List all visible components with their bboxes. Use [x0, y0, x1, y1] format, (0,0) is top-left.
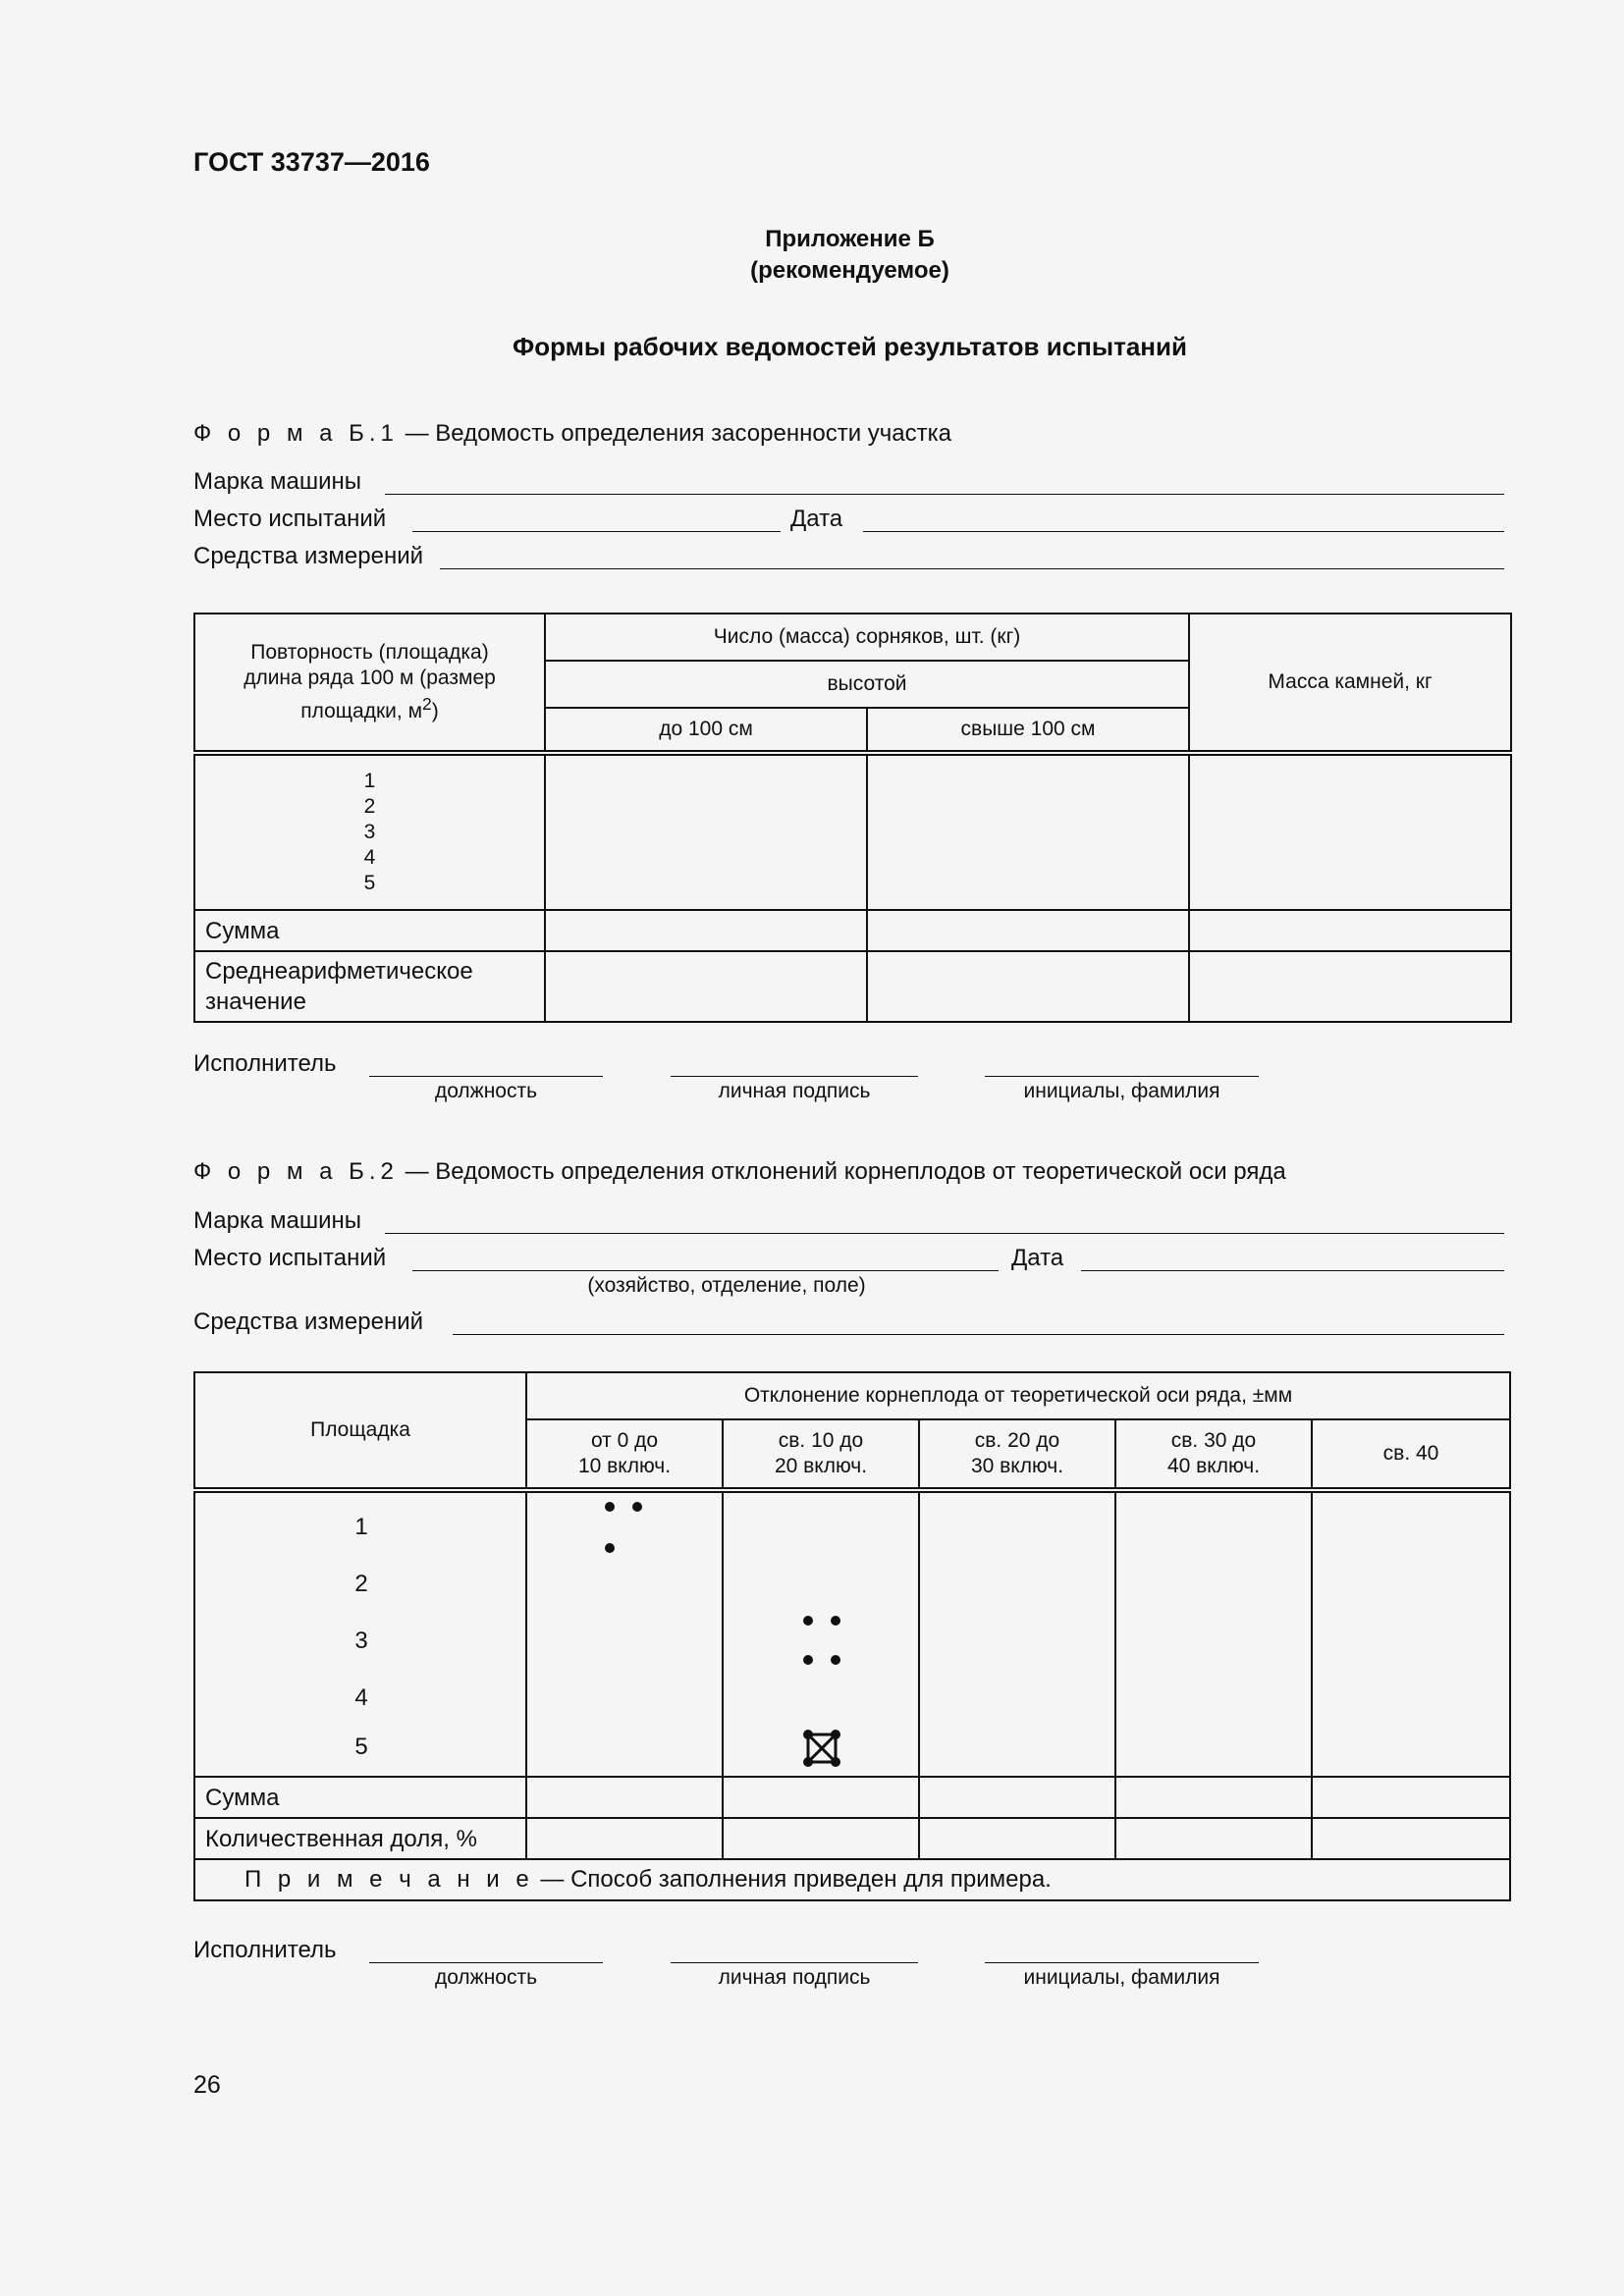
form1-executor-label: Исполнитель [193, 1050, 337, 1077]
form1-height-header: высотой [545, 661, 1189, 708]
form2-table [193, 1371, 1511, 1901]
form2-sum-label: Сумма [194, 1777, 526, 1818]
form2-means-label: Средства измерений [193, 1308, 424, 1335]
form2-position-caption: должность [434, 1966, 538, 1989]
form1-cell[interactable] [867, 753, 1189, 910]
form2-cell[interactable] [526, 1490, 723, 1777]
form2-means-field[interactable] [453, 1334, 1504, 1335]
form1-signature-caption: личная подпись [718, 1080, 871, 1102]
form1-sum-label: Сумма [194, 910, 545, 951]
form1-table [193, 613, 1512, 1023]
form2-signature-field[interactable] [671, 1962, 918, 1963]
form2-cell[interactable] [919, 1777, 1115, 1818]
form1-caption [193, 420, 951, 448]
form1-stones-header: Масса камней, кг [1189, 614, 1511, 753]
form1-name-field[interactable] [985, 1076, 1259, 1077]
form2-cell[interactable] [526, 1777, 723, 1818]
form1-place-label: Место испытаний [193, 506, 387, 532]
form1-date-field[interactable] [863, 531, 1504, 532]
form2-place-label: Место испытаний [193, 1245, 387, 1271]
row-number: 4 [354, 1684, 368, 1711]
form2-cell[interactable] [1312, 1818, 1510, 1859]
form1-under-100-header: до 100 см [545, 708, 867, 753]
form2-place-field[interactable] [412, 1270, 999, 1271]
form1-cell[interactable] [1189, 753, 1511, 910]
form1-position-caption: должность [434, 1080, 538, 1102]
form1-cell[interactable] [1189, 951, 1511, 1022]
form1-caption-text: — Ведомость определения засоренности участка [398, 420, 951, 447]
form1-cell[interactable] [545, 910, 867, 951]
row-number: 3 [354, 1628, 368, 1654]
form1-position-field[interactable] [369, 1076, 603, 1077]
row-number: 5 [354, 1734, 368, 1760]
form2-label: Ф о р м а Б.2 [193, 1158, 399, 1185]
form1-cell[interactable] [545, 753, 867, 910]
form2-note [194, 1859, 1510, 1900]
form2-date-label: Дата [1011, 1245, 1064, 1271]
form2-share-label: Количественная доля, % [194, 1818, 526, 1859]
form1-cell[interactable] [867, 951, 1189, 1022]
form2-cell[interactable] [526, 1818, 723, 1859]
form2-machine-field[interactable] [385, 1233, 1504, 1234]
form2-range-header: св. 40 [1312, 1419, 1510, 1490]
form2-range-header: св. 30 до 40 включ. [1115, 1419, 1312, 1490]
form1-label: Ф о р м а Б.1 [193, 420, 399, 447]
document-code: ГОСТ 33737—2016 [193, 147, 430, 177]
form1-cell[interactable] [545, 951, 867, 1022]
form2-machine-label: Марка машины [193, 1207, 362, 1234]
form1-name-caption: инициалы, фамилия [1023, 1080, 1220, 1102]
tally-marks-icon [527, 1493, 724, 1780]
form2-range-header: св. 20 до 30 включ. [919, 1419, 1115, 1490]
form1-machine-field[interactable] [385, 494, 1504, 495]
appendix-heading [193, 224, 1506, 287]
form2-date-field[interactable] [1081, 1270, 1504, 1271]
note-text: — Способ заполнения приведен для примера. [533, 1866, 1052, 1893]
form2-cell[interactable] [1312, 1777, 1510, 1818]
form1-means-field[interactable] [440, 568, 1504, 569]
form2-site-header: Площадка [194, 1372, 526, 1490]
form2-cell[interactable] [1115, 1490, 1312, 1777]
row-number: 4 [363, 846, 376, 869]
row-number: 1 [354, 1514, 368, 1540]
form1-cell[interactable] [867, 910, 1189, 951]
form2-deviation-header: Отклонение корнеплода от теоретической оси ряда, ±мм [526, 1372, 1510, 1419]
form1-means-label: Средства измерений [193, 543, 424, 569]
form2-range-header: св. 10 до 20 включ. [723, 1419, 919, 1490]
form1-weeds-header: Число (масса) сорняков, шт. (кг) [545, 614, 1189, 661]
form1-place-field[interactable] [412, 531, 781, 532]
row-number: 1 [363, 770, 376, 792]
form2-cell[interactable] [919, 1490, 1115, 1777]
form2-cell[interactable] [723, 1818, 919, 1859]
form2-name-caption: инициалы, фамилия [1023, 1966, 1220, 1989]
page-number: 26 [193, 2071, 221, 2099]
row-number: 2 [354, 1571, 368, 1597]
row-number: 2 [363, 795, 376, 818]
form1-mean-label: Среднеарифметическое значение [194, 951, 545, 1022]
row-number: 5 [363, 872, 376, 894]
form2-cell[interactable] [1115, 1777, 1312, 1818]
appendix-status: (рекомендуемое) [750, 257, 949, 284]
form2-cell[interactable] [1312, 1490, 1510, 1777]
form1-cell[interactable] [1189, 910, 1511, 951]
form2-cell[interactable] [723, 1777, 919, 1818]
form1-repeat-header: Повторность (площадка) длина ряда 100 м (размер площадки, $м^2$) [194, 614, 545, 753]
form2-name-field[interactable] [985, 1962, 1259, 1963]
form1-machine-label: Марка машины [193, 468, 362, 495]
form2-caption [193, 1158, 1286, 1186]
form1-row-numbers [194, 753, 545, 910]
form1-over-100-header: свыше 100 см [867, 708, 1189, 753]
form2-position-field[interactable] [369, 1962, 603, 1963]
appendix-title: Приложение Б [765, 226, 935, 252]
note-label: П р и м е ч а н и е [244, 1866, 534, 1893]
form2-cell[interactable] [1115, 1818, 1312, 1859]
form2-range-header: от 0 до 10 включ. [526, 1419, 723, 1490]
tally-marks-icon [724, 1493, 920, 1780]
form1-signature-field[interactable] [671, 1076, 918, 1077]
form2-caption-text: — Ведомость определения отклонений корнеплодов от теоретической оси ряда [398, 1158, 1286, 1185]
form2-cell[interactable] [723, 1490, 919, 1777]
form2-executor-label: Исполнитель [193, 1937, 337, 1963]
form2-cell[interactable] [919, 1818, 1115, 1859]
form2-signature-caption: личная подпись [718, 1966, 871, 1989]
row-number: 3 [363, 821, 376, 843]
forms-title: Формы рабочих ведомостей результатов испытаний [513, 332, 1187, 361]
form2-row-numbers [194, 1490, 526, 1777]
form2-place-hint: (хозяйство, отделение, поле) [587, 1274, 866, 1297]
form1-date-label: Дата [790, 506, 843, 532]
